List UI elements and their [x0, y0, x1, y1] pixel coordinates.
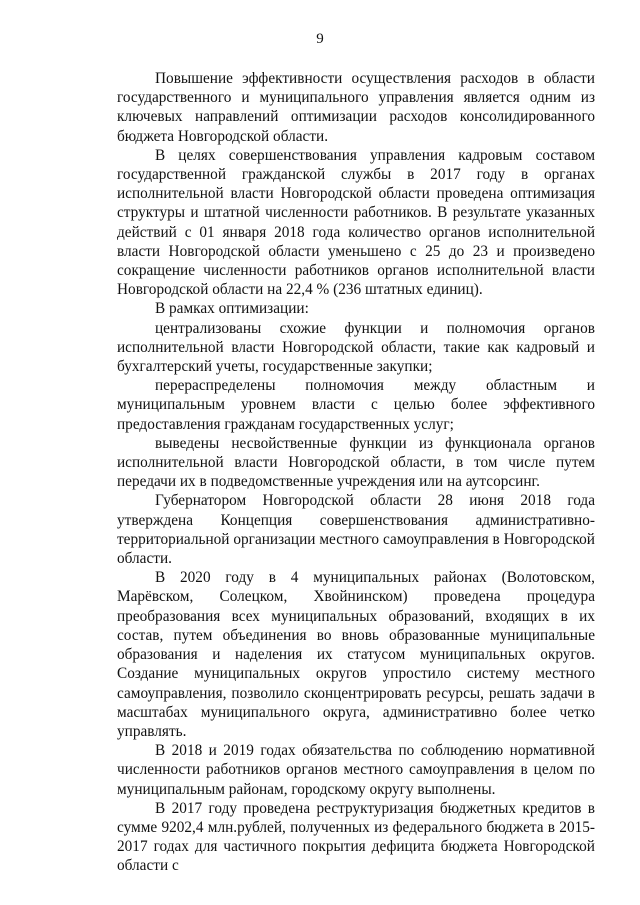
paragraph: перераспределены полномочия между областным и муниципальным уровнем власти с целью более эффективного предоставления гражданам государственных услуг; [117, 377, 595, 433]
paragraph: выведены несвойственные функции из функционала органов исполнительной власти Новгородской области, в том числе путем передачи их в подведомственные учреждения или на аутсорсинг. [117, 434, 595, 491]
page-number: 9 [316, 31, 324, 47]
paragraph: централизованы схожие функции и полномочия органов исполнительной власти Новгородской области, такие как кадровый и бухгалтерский учеты, государственные закупки; [117, 319, 595, 376]
paragraph: В 2017 году проведена реструктуризация бюджетных кредитов в сумме 9202,4 млн.рублей, полученных из федерального бюджета в 2015-2017 годах для частичного покрытия дефицита бюджета Новгородской области с [117, 799, 595, 875]
paragraph: В целях совершенствования управления кадровым составом государственной гражданской службы в 2017 году в органах исполнительной власти Новгородской области проведена оптимизация структуры и штатной численности работников. В результате указанных действий с 01 января 2018 года количество органов исполнительной власти Новгородской области уменьшено с 25 до 23 и произведено сокращение численности работников органов исполнительной власти Новгородской области на 22,4 % (236 штатных единиц). [117, 146, 595, 299]
paragraph: В рамках оптимизации: [155, 300, 309, 318]
paragraph: В 2020 году в 4 муниципальных районах (Волотовском, Марёвском, Солецком, Хвойнинском) проведена процедура преобразования всех муниципальных образований, входящих в их состав, путем объединения во вновь образованные муниципальные образования и наделения их статусом муниципальных округов. Создание муниципальных округов упростило систему местного самоуправления, позволило сконцентрировать ресурсы, решать задачи в масштабах муниципального округа, административно более четко управлять. [117, 569, 595, 740]
paragraph: Губернатором Новгородской области 28 июня 2018 года утверждена Концепция совершенствования административно-территориальной организации местного самоуправления в Новгородской области. [117, 492, 595, 568]
document-body [117, 69, 595, 876]
paragraph: В 2018 и 2019 годах обязательства по соблюдению нормативной численности работников органов местного самоуправления в целом по муниципальным районам, городскому округу выполнены. [117, 742, 595, 798]
paragraph: Повышение эффективности осуществления расходов в области государственного и муниципального управления является одним из ключевых направлений оптимизации расходов консолидированного бюджета Новгородской области. [117, 70, 595, 145]
